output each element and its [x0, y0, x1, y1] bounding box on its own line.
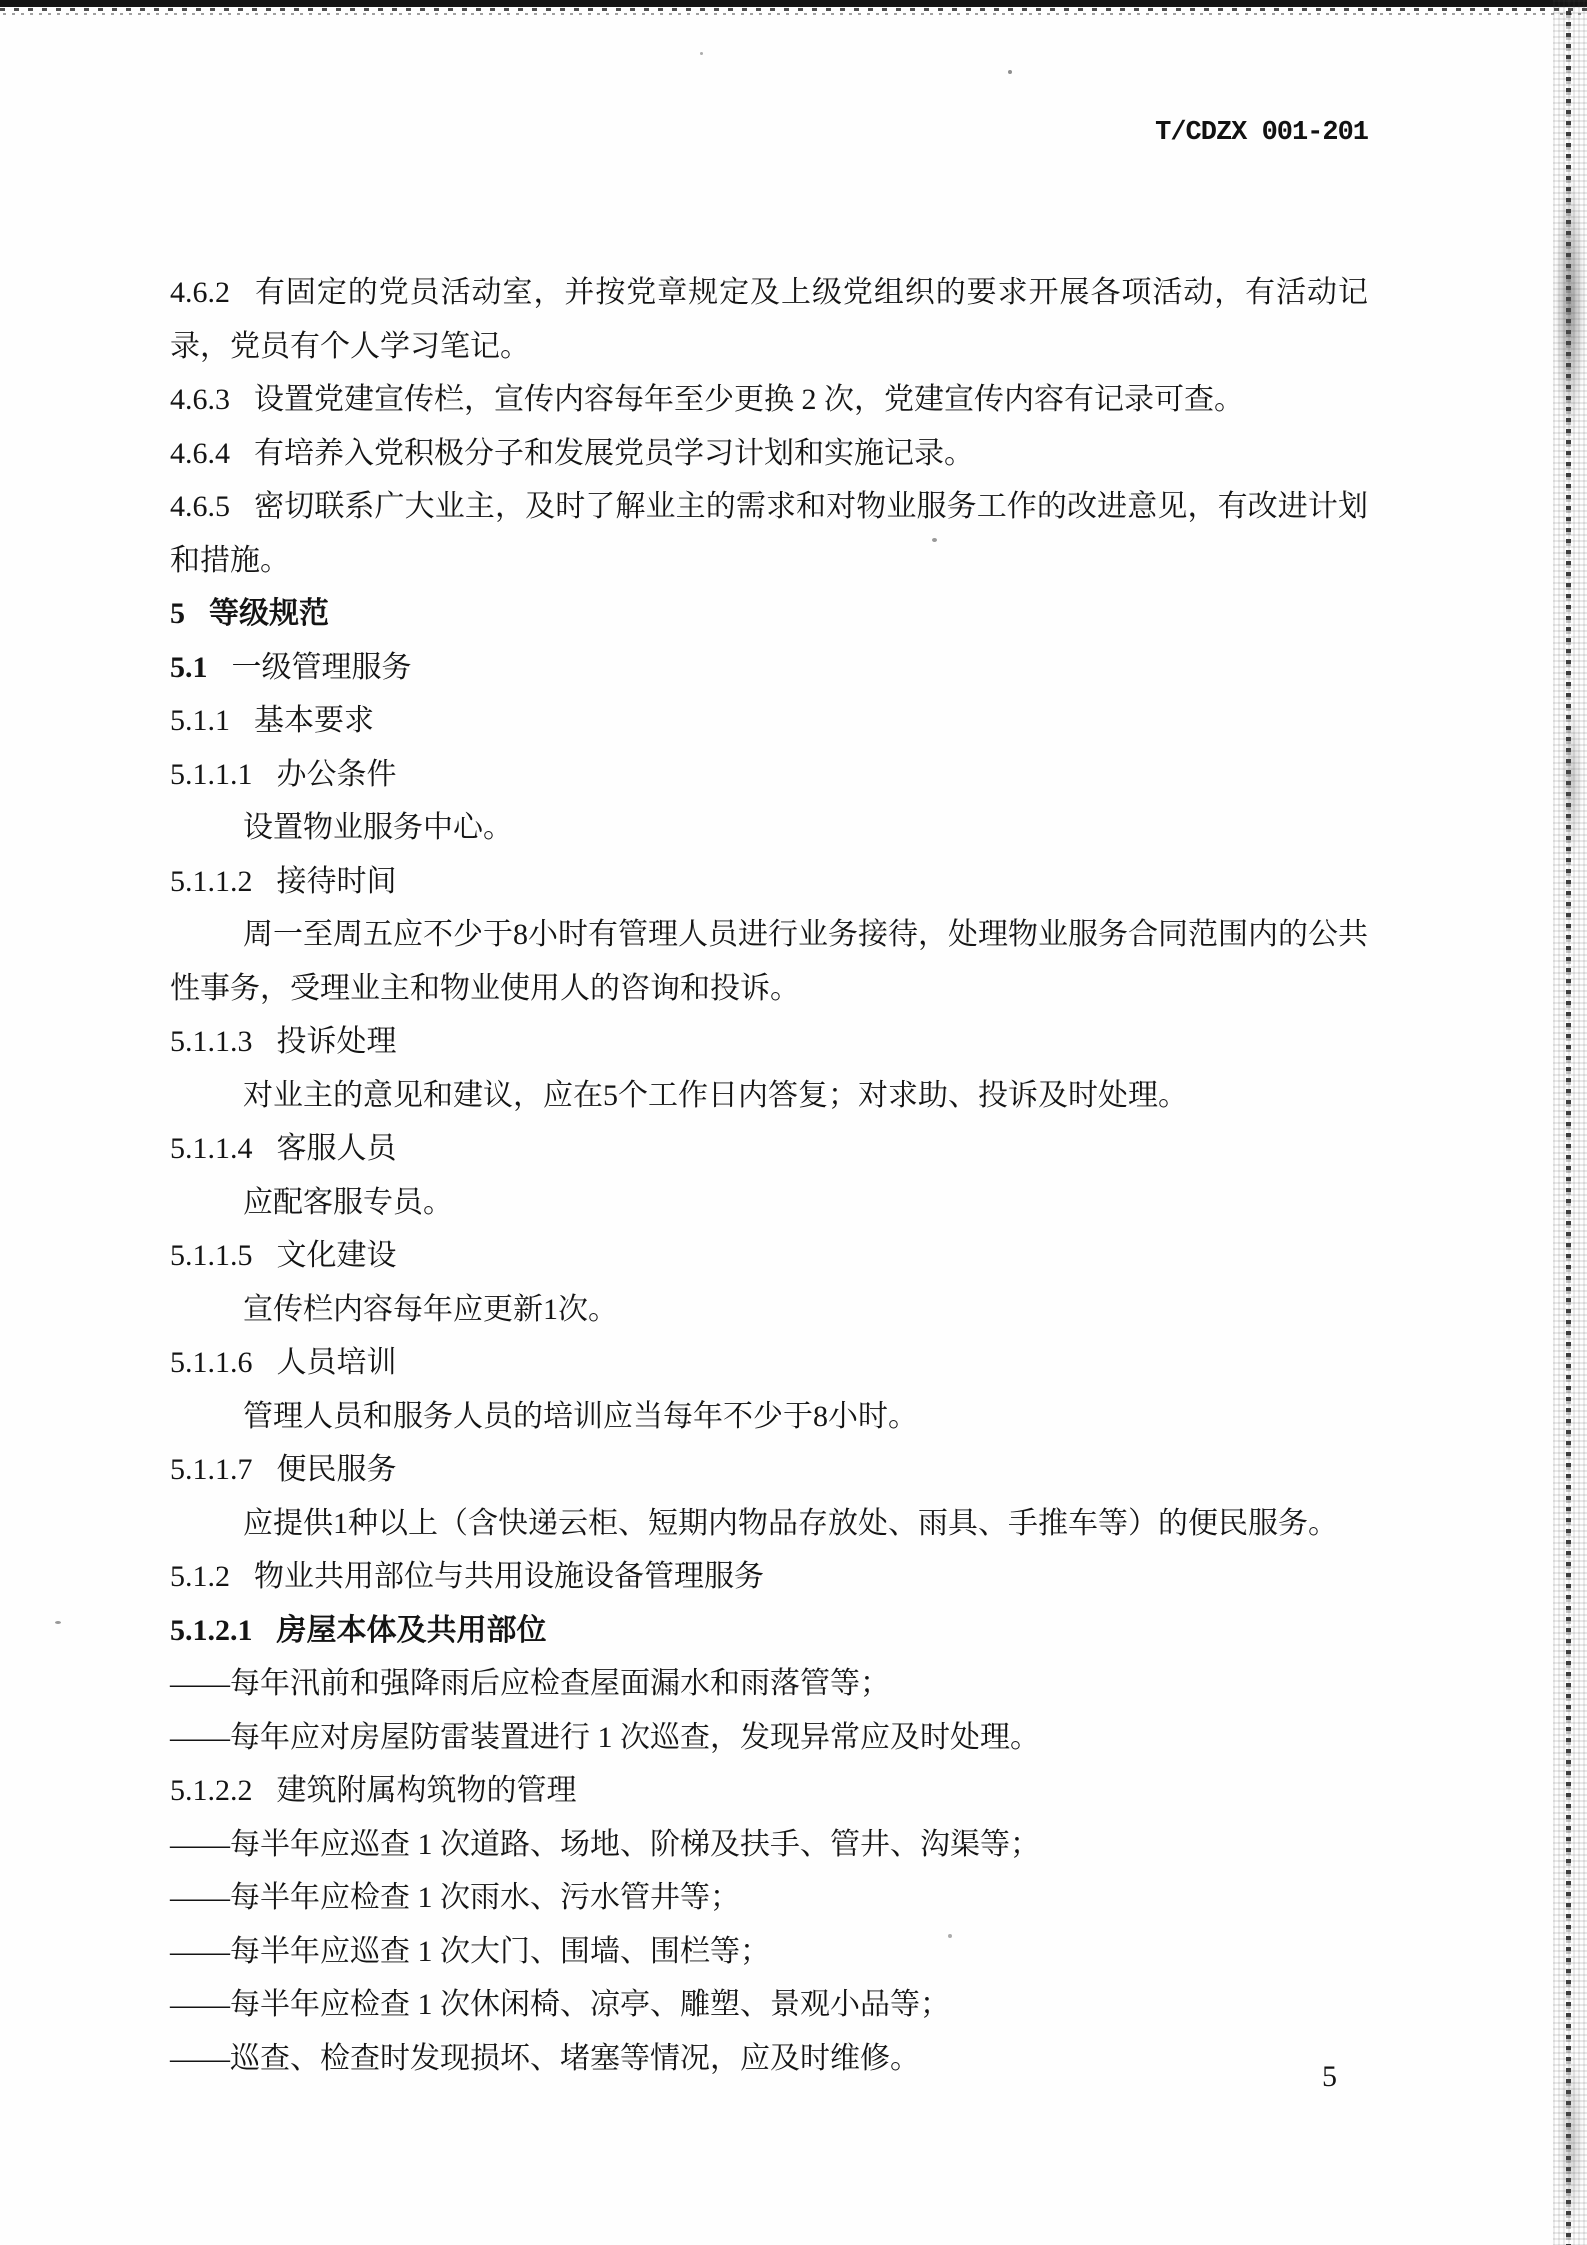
clause-5: [170, 587, 1368, 641]
scan-speck: [55, 1621, 61, 1624]
clause-number: 5.1.1.7: [170, 1453, 253, 1486]
indent-line-20: [170, 1497, 1368, 1551]
clause-4.6.4: [170, 427, 1368, 481]
clause-5.1.2.2: [170, 1764, 1368, 1818]
clause-text: 有培养入党积极分子和发展党员学习计划和实施记录。: [254, 436, 974, 470]
clause-text: 对业主的意见和建议，应在5个工作日内答复；对求助、投诉及时处理。: [243, 1078, 1188, 1112]
scan-speck: [1008, 70, 1012, 74]
clause-text: ——每半年应检查 1 次雨水、污水管井等；: [170, 1881, 740, 1914]
clause-text: 物业共用部位与共用设施设备管理服务: [254, 1560, 764, 1593]
clause-5.1.1.4: [170, 1122, 1368, 1176]
scan-noise-blob: [1561, 700, 1583, 860]
clause-5.1.1.1: [170, 748, 1368, 802]
indent-line-12: [170, 1069, 1368, 1123]
scan-noise-blob: [1555, 170, 1585, 440]
clause-number: 5.1.2.1: [170, 1613, 253, 1647]
clause-text: ——每年汛前和强降雨后应检查屋面漏水和雨落管等；: [170, 1667, 890, 1700]
indent-line-14: [170, 1176, 1368, 1230]
clause-text: 办公条件: [276, 757, 397, 791]
indent-line-10: [170, 908, 1368, 1015]
clause-5.1.2: [170, 1550, 1368, 1604]
scan-edge-top-noise: [3, 13, 1587, 15]
clause-text: 一级管理服务: [231, 650, 412, 684]
clause-text: 密切联系广大业主，及时了解业主的需求和对物业服务工作的改进意见，有改进计划和措施。: [170, 490, 1368, 577]
clause-text: 设置物业服务中心。: [243, 811, 513, 844]
clause-number: 5.1.1.5: [170, 1239, 253, 1272]
clause-text: ——每半年应巡查 1 次大门、围墙、围栏等；: [170, 1934, 770, 1968]
clause-text: 应提供1种以上（含快递云柜、短期内物品存放处、雨具、手推车等）的便民服务。: [243, 1506, 1338, 1540]
indent-line-18: [170, 1390, 1368, 1444]
clause-5.1.1.3: [170, 1015, 1368, 1069]
indent-line-8: [170, 801, 1368, 855]
clause-number: 5.1.1: [170, 704, 230, 737]
clause-text: 应配客服专员。: [243, 1185, 453, 1219]
clause-number: 5.1.2: [170, 1560, 230, 1593]
clause-text: 管理人员和服务人员的培训应当每年不少于8小时。: [243, 1399, 918, 1433]
clause-4.6.5: [170, 480, 1368, 587]
dash-line-28: [170, 1925, 1368, 1979]
clause-number: 5: [170, 597, 185, 630]
document-body: [170, 266, 1368, 2085]
clause-text: 文化建设: [276, 1239, 397, 1272]
clause-text: 宣传栏内容每年应更新1次。: [243, 1292, 618, 1326]
clause-number: 5.1.2.2: [170, 1774, 253, 1807]
clause-number: 5.1.1.4: [170, 1132, 253, 1165]
scan-speck: [700, 52, 703, 55]
clause-text: 接待时间: [276, 864, 397, 898]
clause-4.6.3: [170, 373, 1368, 427]
clause-5.1.1.5: [170, 1229, 1368, 1283]
clause-5.1: [170, 641, 1368, 695]
clause-number: 5.1.1.1: [170, 757, 253, 791]
clause-5.1.1: [170, 694, 1368, 748]
clause-number: 5.1.1.2: [170, 864, 253, 898]
clause-number: 4.6.5: [170, 490, 230, 523]
clause-text: ——巡查、检查时发现损坏、堵塞等情况，应及时维修。: [170, 2041, 920, 2075]
clause-text: 客服人员: [276, 1132, 397, 1165]
clause-number: 5.1.1.6: [170, 1346, 253, 1379]
clause-text: 房屋本体及共用部位: [276, 1613, 547, 1647]
clause-text: 便民服务: [276, 1453, 397, 1486]
clause-text: 人员培训: [276, 1346, 397, 1379]
clause-number: 5.1: [170, 650, 208, 684]
clause-text: 有固定的党员活动室，并按党章规定及上级党组织的要求开展各项活动，有活动记录，党员有个人学习笔记。: [170, 276, 1368, 363]
clause-text: 设置党建宣传栏，宣传内容每年至少更换 2 次，党建宣传内容有记录可查。: [254, 383, 1244, 416]
clause-text: 周一至周五应不少于8小时有管理人员进行业务接待，处理物业服务合同范围内的公共性事务，受理业主和物业使用人的咨询和投诉。: [170, 918, 1368, 1005]
dash-line-24: [170, 1711, 1368, 1765]
clause-text: 等级规范: [209, 597, 329, 630]
dash-line-23: [170, 1657, 1368, 1711]
scan-edge-top: [0, 0, 1587, 7]
scan-noise-blob: [1558, 2050, 1584, 2230]
clause-number: 4.6.3: [170, 383, 230, 416]
page-number: 5: [1322, 2060, 1337, 2093]
clause-text: 建筑附属构筑物的管理: [276, 1774, 577, 1807]
indent-line-16: [170, 1283, 1368, 1337]
clause-number: 5.1.1.3: [170, 1025, 253, 1058]
clause-5.1.1.7: [170, 1443, 1368, 1497]
clause-text: ——每半年应巡查 1 次道路、场地、阶梯及扶手、管井、沟渠等；: [170, 1827, 1040, 1861]
clause-5.1.1.6: [170, 1336, 1368, 1390]
clause-text: ——每半年应检查 1 次休闲椅、凉亭、雕塑、景观小品等；: [170, 1988, 950, 2021]
clause-text: 基本要求: [254, 704, 374, 737]
clause-4.6.2: [170, 266, 1368, 373]
dash-line-27: [170, 1871, 1368, 1925]
clause-number: 4.6.2: [170, 276, 230, 309]
dash-line-29: [170, 1978, 1368, 2032]
standard-code-header: T/CDZX 001-201: [1155, 118, 1368, 148]
clause-5.1.1.2: [170, 855, 1368, 909]
dash-line-26: [170, 1818, 1368, 1872]
clause-text: ——每年应对房屋防雷装置进行 1 次巡查，发现异常应及时处理。: [170, 1720, 1040, 1754]
clause-5.1.2.1: [170, 1604, 1368, 1658]
scan-edge-top-noise: [0, 8, 1587, 11]
clause-number: 4.6.4: [170, 436, 230, 470]
clause-text: 投诉处理: [276, 1025, 397, 1058]
dash-line-30: [170, 2032, 1368, 2086]
